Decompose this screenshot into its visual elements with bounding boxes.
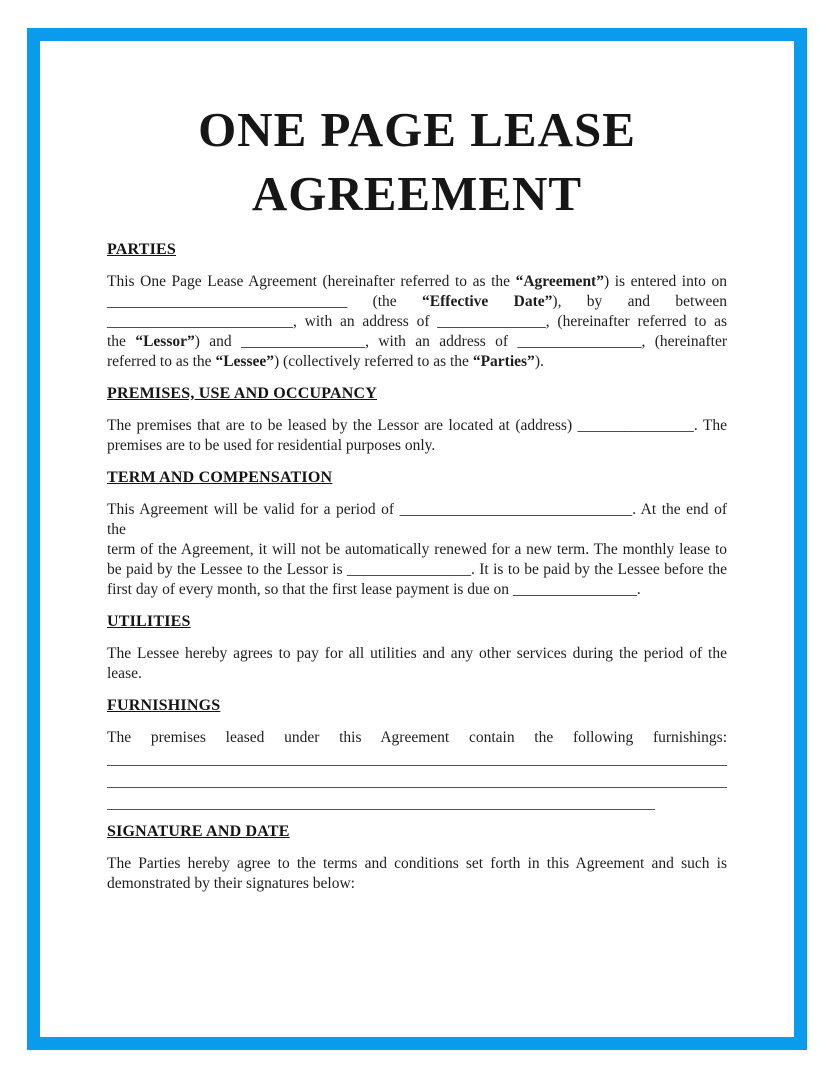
text-run: . [636,581,641,598]
text-run: The premises leased under this Agreement contain the following furnishings: [107,729,727,746]
paragraph-line [107,874,727,894]
section-heading: TERM AND COMPENSATION [107,469,333,486]
text-run: The premises that are to be leased by the Lessor are located at (address) [107,417,578,434]
text-run: This Agreement will be valid for a period of [107,501,400,518]
text-run: the [107,333,136,350]
section-signature-and-date [107,822,727,894]
paragraph-line [107,854,727,874]
page-content [107,41,727,894]
blank-write-in-line [107,788,655,810]
page-title [107,98,727,226]
section-heading: PREMISES, USE AND OCCUPANCY [107,385,378,402]
text-run: , (hereinafter referred to as [545,313,727,330]
blank-field: ________________ [517,333,642,350]
blank-field: ________________________ [107,313,293,330]
blank-field: ________________ [347,561,472,578]
text-run: . It is to be paid by the Lessee before the [471,561,728,578]
document-sections [107,240,727,894]
text-run: The Lessee hereby agrees to pay for all utilities and any other services during the period of the [107,645,727,662]
text-run: . At the end of the [107,501,727,538]
page-title-line-1: ONE PAGE LEASE [198,102,636,157]
blank-field: ________________ [512,581,637,598]
paragraph-line [107,580,727,600]
text-run: , (hereinafter [641,333,727,350]
text-run: (the [347,293,423,310]
paragraph [107,416,727,456]
section-utilities [107,612,727,684]
paragraph-line [107,560,727,580]
paragraph-line [107,352,727,372]
blank-write-in-line [107,748,727,766]
paragraph [107,728,727,810]
section-furnishings [107,696,727,810]
paragraph-line [107,292,727,312]
blank-field: _______________________________ [107,293,348,310]
text-run: referred to as the [107,353,216,370]
paragraph [107,854,727,894]
text-run: lease. [107,665,142,682]
text-run: ). [534,353,544,370]
text-run: , with an address of [365,333,518,350]
text-run: ), by and between [552,293,727,310]
text-run: first day of every month, so that the first lease payment is due on [107,581,513,598]
text-run: This One Page Lease Agreement (hereinafter referred to as the [107,273,516,290]
text-run: ) and [194,333,242,350]
section-premises-use-and-occupancy [107,384,727,456]
blank-field: ______________ [437,313,546,330]
paragraph-line [107,332,727,352]
text-run: “Agreement” [515,273,604,290]
text-run: “Lessor” [135,333,195,350]
paragraph-line [107,436,727,456]
blank-field: _______________ [577,417,694,434]
section-heading: UTILITIES [107,613,191,630]
text-run: term of the Agreement, it will not be automatically renewed for a new term. The monthly lease to [107,541,727,558]
text-run: “Lessee” [215,353,274,370]
paragraph-line [107,272,727,292]
section-parties [107,240,727,372]
section-heading: PARTIES [107,241,177,258]
paragraph-line [107,664,727,684]
blank-field: ______________________________ [399,501,633,518]
blank-write-in-line [107,766,727,788]
text-run: premises are to be used for residential purposes only. [107,437,436,454]
blank-field: ________________ [241,333,366,350]
text-run: ) (collectively referred to as the [274,353,473,370]
text-run: “Parties” [472,353,535,370]
text-run: . The [693,417,727,434]
section-heading: FURNISHINGS [107,697,221,714]
paragraph-line [107,416,727,436]
text-run: “Effective Date” [422,293,553,310]
section-heading: SIGNATURE AND DATE [107,823,290,840]
section-term-and-compensation [107,468,727,600]
paragraph-line [107,540,727,560]
text-run: , with an address of [293,313,438,330]
paragraph-line [107,312,727,332]
paragraph-line [107,500,727,540]
text-run: demonstrated by their signatures below: [107,875,355,892]
text-run: ) is entered into on [603,273,727,290]
paragraph [107,644,727,684]
paragraph-line [107,644,727,664]
paragraph [107,272,727,372]
paragraph-line [107,728,727,748]
paragraph [107,500,727,600]
page-title-line-2: AGREEMENT [251,166,583,221]
text-run: be paid by the Lessee to the Lessor is [107,561,348,578]
text-run: The Parties hereby agree to the terms and conditions set forth in this Agreement and such is [107,855,727,872]
